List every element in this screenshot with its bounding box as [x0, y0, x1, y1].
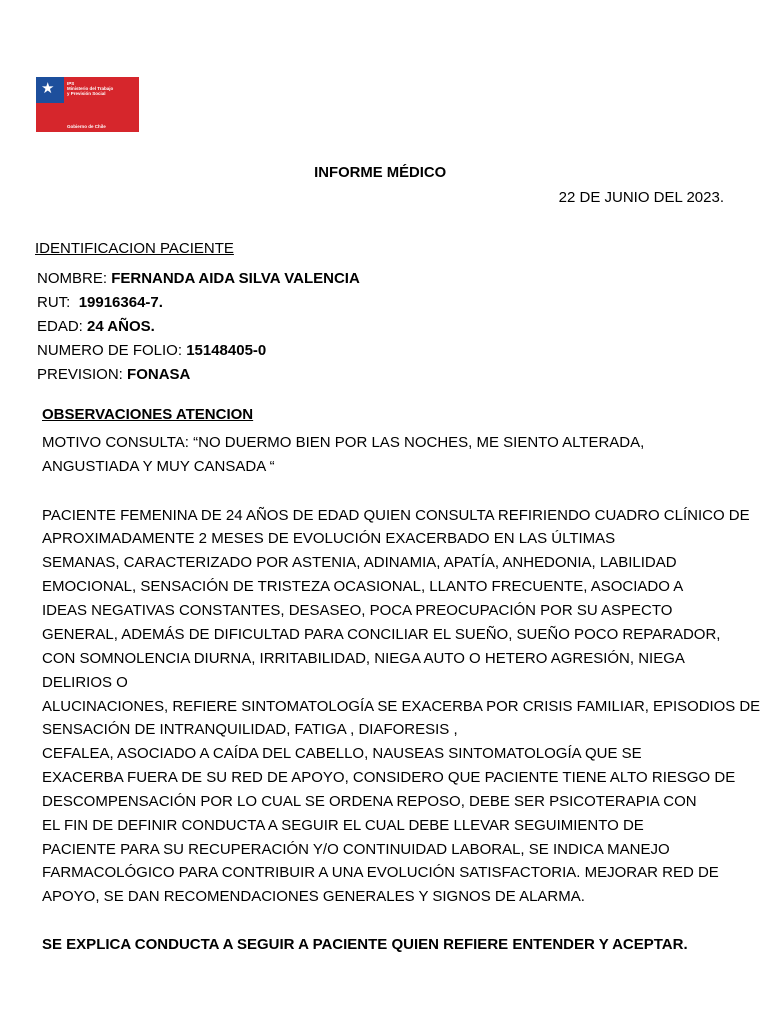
- body-line: APROXIMADAMENTE 2 MESES DE EVOLUCIÓN EXACERBADO EN LAS ÚLTIMAS: [42, 530, 616, 547]
- patient-age-row: [37, 318, 155, 336]
- patient-prevision-row: [37, 366, 190, 384]
- star-icon: ★: [41, 80, 55, 97]
- body-line: DELIRIOS O: [42, 674, 128, 691]
- body-line: APOYO, SE DAN RECOMENDACIONES GENERALES Y SIGNOS DE ALARMA.: [42, 888, 585, 905]
- body-line: CON SOMNOLENCIA DIURNA, IRRITABILIDAD, NIEGA AUTO O HETERO AGRESIÓN, NIEGA: [42, 650, 685, 667]
- patient-folio-row: [37, 342, 266, 360]
- observations-heading: OBSERVACIONES ATENCION: [42, 406, 254, 423]
- body-line: IDEAS NEGATIVAS CONSTANTES, DESASEO, POCA PREOCUPACIÓN POR SU ASPECTO: [42, 602, 673, 619]
- body-line: DESCOMPENSACIÓN POR LO CUAL SE ORDENA REPOSO, DEBE SER PSICOTERAPIA CON: [42, 793, 697, 810]
- identification-heading: IDENTIFICACION PACIENTE: [35, 240, 234, 257]
- folio-label: NUMERO DE FOLIO:: [37, 342, 183, 359]
- age-label: EDAD:: [37, 318, 83, 335]
- motivo-line: ANGUSTIADA Y MUY CANSADA “: [42, 458, 275, 475]
- document-date: 22 DE JUNIO DEL 2023.: [558, 189, 724, 206]
- body-line: SENSACIÓN DE INTRANQUILIDAD, FATIGA , DIAFORESIS ,: [42, 721, 458, 738]
- logo-gov-text: Gobierno de Chile: [67, 124, 106, 129]
- ips-logo: [36, 77, 139, 132]
- body-line: EL FIN DE DEFINIR CONDUCTA A SEGUIR EL CUAL DEBE LLEVAR SEGUIMIENTO DE: [42, 817, 644, 834]
- logo-line-1: IPS: [67, 81, 75, 86]
- document-title: INFORME MÉDICO: [314, 164, 447, 181]
- body-line: FARMACOLÓGICO PARA CONTRIBUIR A UNA EVOLUCIÓN SATISFACTORIA. MEJORAR RED DE: [42, 864, 719, 881]
- patient-name-row: [37, 270, 360, 288]
- body-line: SEMANAS, CARACTERIZADO POR ASTENIA, ADINAMIA, APATÍA, ANHEDONIA, LABILIDAD: [42, 554, 677, 571]
- name-value: FERNANDA AIDA SILVA VALENCIA: [111, 270, 360, 287]
- body-line: GENERAL, ADEMÁS DE DIFICULTAD PARA CONCILIAR EL SUEÑO, SUEÑO POCO REPARADOR,: [42, 626, 721, 643]
- rut-value: 19916364-7.: [78, 294, 163, 311]
- rut-label: RUT:: [37, 294, 71, 311]
- body-line: EXACERBA FUERA DE SU RED DE APOYO, CONSIDERO QUE PACIENTE TIENE ALTO RIESGO DE: [42, 769, 736, 786]
- logo-line-3: y Previsión Social: [67, 91, 106, 96]
- prevision-value: FONASA: [127, 366, 191, 383]
- body-line: ALUCINACIONES, REFIERE SINTOMATOLOGÍA SE EXACERBA POR CRISIS FAMILIAR, EPISODIOS DE: [42, 698, 761, 715]
- body-line: PACIENTE PARA SU RECUPERACIÓN Y/O CONTINUIDAD LABORAL, SE INDICA MANEJO: [42, 841, 670, 858]
- conclusion-text: SE EXPLICA CONDUCTA A SEGUIR A PACIENTE QUIEN REFIERE ENTENDER Y ACEPTAR.: [42, 936, 688, 953]
- logo-line-2: Ministerio del Trabajo: [67, 86, 114, 91]
- body-line: CEFALEA, ASOCIADO A CAÍDA DEL CABELLO, NAUSEAS SINTOMATOLOGÍA QUE SE: [42, 745, 642, 762]
- age-value: 24 AÑOS.: [87, 318, 155, 335]
- motivo-line: MOTIVO CONSULTA: “NO DUERMO BIEN POR LAS NOCHES, ME SIENTO ALTERADA,: [42, 434, 645, 451]
- folio-value: 15148405-0: [186, 342, 267, 359]
- body-line: EMOCIONAL, SENSACIÓN DE TRISTEZA OCASIONAL, LLANTO FRECUENTE, ASOCIADO A: [42, 578, 684, 595]
- prevision-label: PREVISION:: [37, 366, 123, 383]
- patient-rut-row: [37, 294, 163, 312]
- body-line: PACIENTE FEMENINA DE 24 AÑOS DE EDAD QUIEN CONSULTA REFIRIENDO CUADRO CLÍNICO DE: [42, 507, 750, 524]
- name-label: NOMBRE:: [37, 270, 108, 287]
